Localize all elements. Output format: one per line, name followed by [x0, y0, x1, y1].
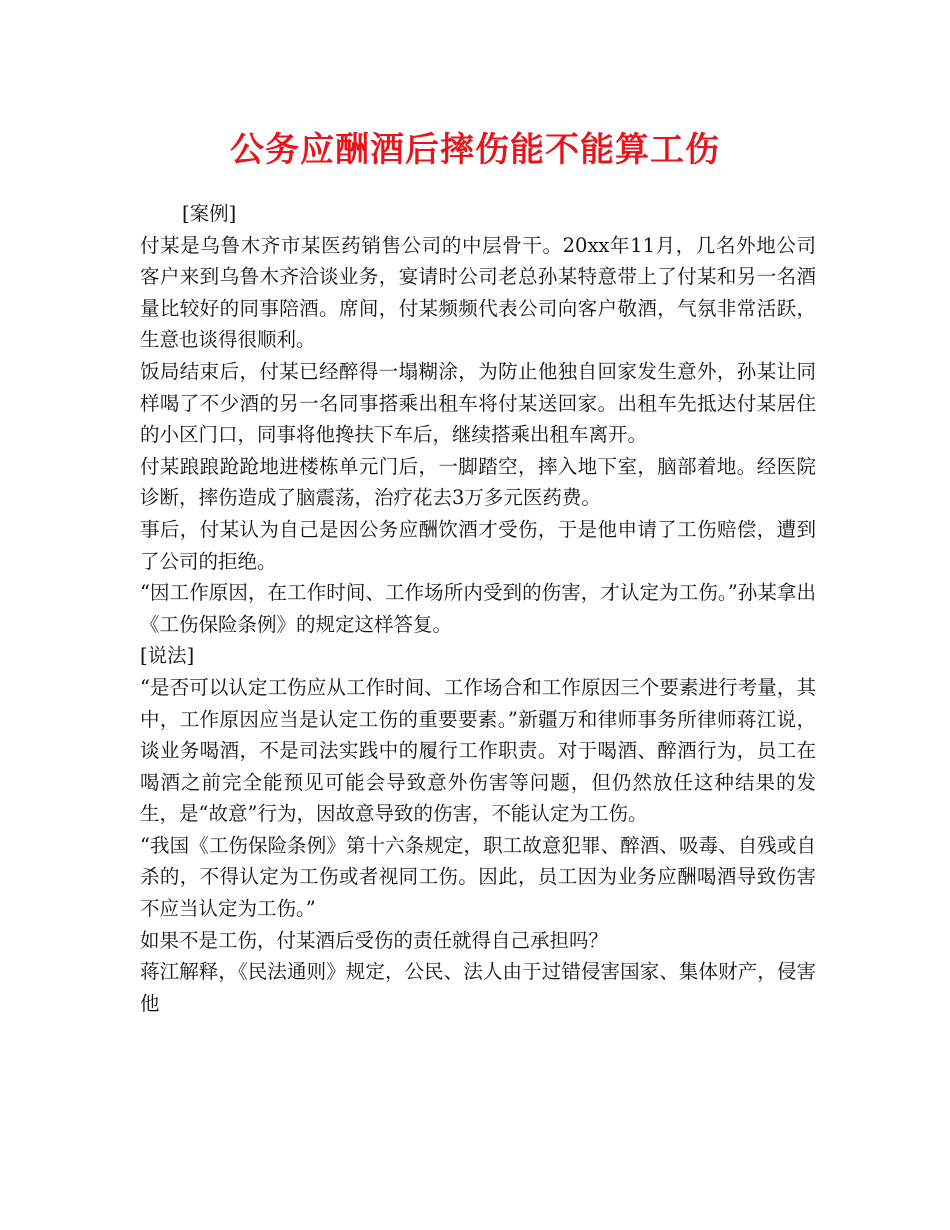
paragraph: “我国《工伤保险条例》第十六条规定，职工故意犯罪、醉酒、吸毒、自残或自杀的，不得认定为工伤或者视同工伤。因此，员工因为业务应酬喝酒导致伤害不应当认定为工伤。” — [140, 833, 816, 921]
paragraph-case-heading: [案例] — [182, 202, 237, 225]
document-title: 公务应酬酒后摔伤能不能算工伤 — [230, 130, 720, 170]
paragraph: 蒋江解释，《民法通则》规定，公民、法人由于过错侵害国家、集体财产，侵害他 — [140, 960, 816, 1015]
paragraph-analysis-heading: [说法] — [140, 644, 195, 668]
paragraph: “是否可以认定工伤应从工作时间、工作场合和工作原因三个要素进行考量，其中，工作原因应当是认定工伤的重要要素。”新疆万和律师事务所律师蒋江说，谈业务喝酒，不是司法实践中的履行工作职责。对于喝酒、醉酒行为，员工在喝酒之前完全能预见可能会导致意外伤害等问题，但仍然放任这种结果的发生，是“故意”行为，因故意导致的伤害，不能认定为工伤。 — [140, 675, 816, 826]
paragraph: “因工作原因，在工作时间、工作场所内受到的伤害，才认定为工伤。”孙某拿出《工伤保险条例》的规定这样答复。 — [140, 581, 816, 636]
paragraph: 付某是乌鲁木齐市某医药销售公司的中层骨干。20xx年11月，几名外地公司客户来到乌鲁木齐洽谈业务，宴请时公司老总孙某特意带上了付某和另一名酒量比较好的同事陪酒。席间，付某频频代表公司向客户敬酒，气氛非常活跃，生意也谈得很顺利。 — [140, 233, 816, 352]
document-body — [140, 198, 816, 1019]
paragraph: 饭局结束后，付某已经醉得一塌糊涂，为防止他独自回家发生意外，孙某让同样喝了不少酒的另一名同事搭乘出租车将付某送回家。出租车先抵达付某居住的小区门口，同事将他搀扶下车后，继续搭乘出租车离开。 — [140, 359, 816, 447]
paragraph: 如果不是工伤，付某酒后受伤的责任就得自己承担吗？ — [140, 928, 609, 952]
paragraph: 付某踉踉跄跄地进楼栋单元门后，一脚踏空，摔入地下室，脑部着地。经医院诊断，摔伤造成了脑震荡，治疗花去3万多元医药费。 — [140, 454, 816, 510]
paragraph: 事后，付某认为自己是因公务应酬饮酒才受伤，于是他申请了工伤赔偿，遭到了公司的拒绝。 — [140, 517, 816, 573]
